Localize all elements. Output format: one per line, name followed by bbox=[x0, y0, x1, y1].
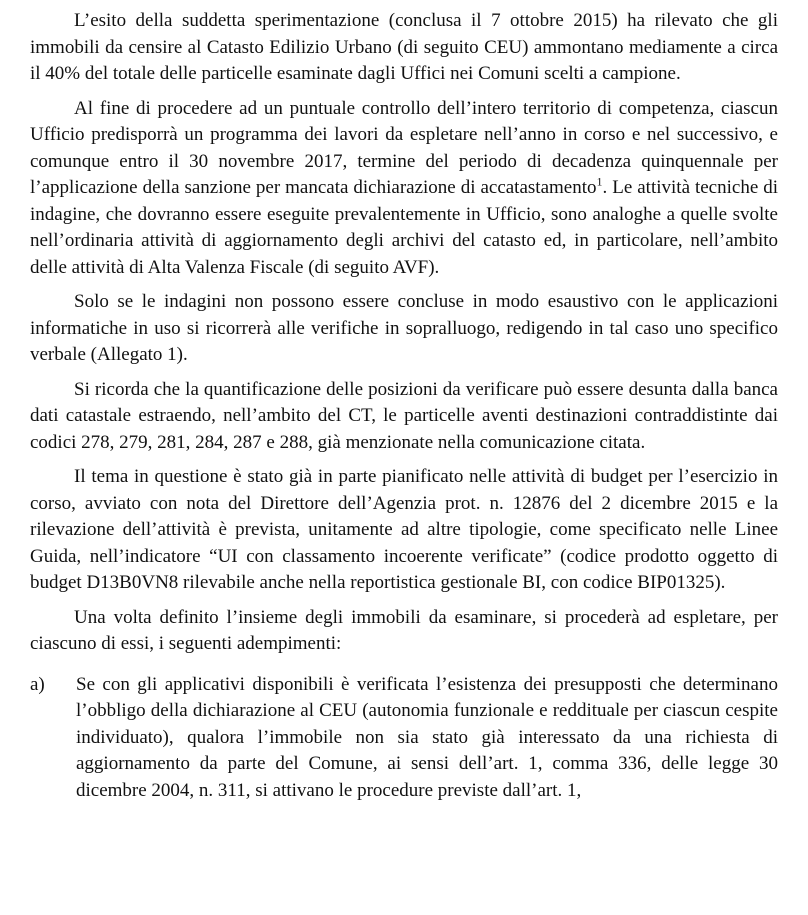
paragraph-adempimenti-intro bbox=[30, 605, 778, 658]
paragraph-budget bbox=[30, 464, 778, 597]
paragraph-text: Al fine di procedere ad un puntuale controllo dell’intero territorio di competenza, ciascun Ufficio predisporrà un programma dei lavori da espletare nell’anno in corso e nel successivo, e comunque entro il 30 novembre 2017, termine del periodo di decadenza quinquennale per l’applicazione della sanzione per mancata dichiarazione di accatastamento bbox=[30, 97, 778, 198]
paragraph-text: Una volta definito l’insieme degli immobili da esaminare, si procederà ad espletare, per ciascuno di essi, i seguenti adempimenti: bbox=[30, 606, 778, 654]
paragraph-text: Il tema in questione è stato già in parte pianificato nelle attività di budget per l’esercizio in corso, avviato con nota del Direttore dell’Agenzia prot. n. 12876 del 2 dicembre 2015 e la rilevazione dell’attività è prevista, unitamente ad altre tipologie, come specificato nelle Linee Guida, nell’indicatore “UI con classamento incoerente verificate” (codice prodotto oggetto di budget D13B0VN8 rilevabile anche nella reportistica gestionale BI, con codice BIP01325). bbox=[30, 466, 778, 593]
paragraph-quantificazione bbox=[30, 377, 778, 457]
document-page bbox=[30, 8, 778, 804]
adempimenti-list bbox=[30, 672, 778, 805]
list-item-text: Se con gli applicativi disponibili è verificata l’esistenza dei presupposti che determinano l’obbligo della dichiarazione al CEU (autonomia funzionale e reddituale per ciascun cespite individuato), qualora l’immobile non sia stato già interessato da una richiesta di aggiornamento da parte del Comune, ai sensi dell’art. 1, comma 336, delle legge 30 dicembre 2004, n. 311, si attivano le procedure previste dall’art. 1, bbox=[76, 673, 778, 801]
paragraph-sopralluogo bbox=[30, 289, 778, 369]
list-marker: a) bbox=[30, 673, 45, 695]
paragraph-text: L’esito della suddetta sperimentazione (conclusa il 7 ottobre 2015) ha rilevato che gli immobili da censire al Catasto Edilizio Urbano (di seguito CEU) ammontano mediamente a circa il 40% del totale delle particelle esaminate dagli Uffici nei Comuni scelti a campione. bbox=[30, 10, 778, 84]
paragraph-text: Si ricorda che la quantificazione delle posizioni da verificare può essere desunta dalla banca dati catastale estraendo, nell’ambito del CT, le particelle aventi destinazioni contraddistinte dai codici 278, 279, 281, 284, 287 e 288, già menzionate nella comunicazione citata. bbox=[30, 378, 778, 453]
footnote-reference[interactable]: 1 bbox=[596, 174, 603, 189]
paragraph-text: Solo se le indagini non possono essere concluse in modo esaustivo con le applicazioni informatiche in uso si ricorrerà alle verifiche in sopralluogo, redigendo in tal caso uno specifico verbale (Allegato 1). bbox=[30, 291, 778, 365]
paragraph-text: Le attività tecniche di indagine, che dovranno essere eseguite prevalentemente in Ufficio, sono analoghe a quelle svolte nell’ordinaria attività di aggiornamento degli archivi del catasto ed, in particolare, nell’ambito delle attività di Alta Valenza Fiscale (di seguito AVF). bbox=[30, 177, 779, 278]
paragraph-programma-lavori: Al fine di procedere ad un puntuale controllo dell’intero territorio di competenza, ciascun Ufficio predisporrà un programma dei lavori da espletare nell’anno in corso e nel successivo, e comunque entro il 30 novembre 2017, termine del periodo di decadenza quinquennale per l’applicazione della sanzione per mancata dichiarazione di accatastamento$^1$. Le attività tecniche di indagine, che dovranno essere eseguite prevalentemente in Ufficio, sono analoghe a quelle svolte nell’ordinaria attività di aggiornamento degli archivi del catasto ed, in particolare, nell’ambito delle attività di Alta Valenza Fiscale (di seguito AVF). bbox=[30, 97, 779, 278]
list-item bbox=[30, 672, 778, 805]
paragraph-sperimentazione bbox=[30, 8, 778, 88]
